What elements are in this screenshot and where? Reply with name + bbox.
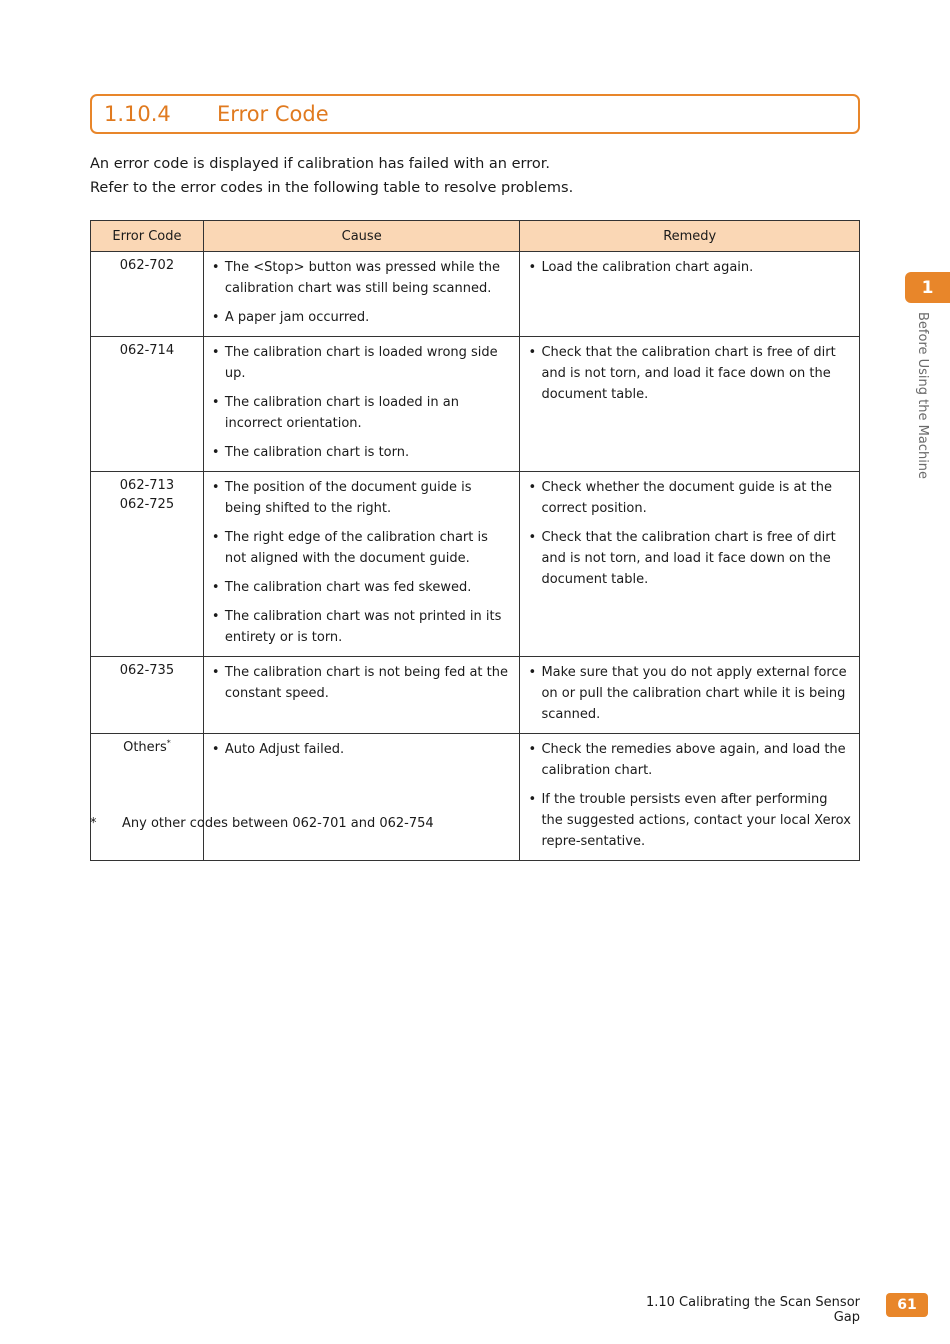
error-code-cell bbox=[91, 252, 204, 337]
remedy-item: • Check whether the document guide is at the correct position. bbox=[528, 477, 851, 519]
error-code-cell bbox=[91, 734, 204, 861]
header-cause: Cause bbox=[203, 221, 520, 252]
error-code bbox=[99, 738, 195, 757]
remedy-cell bbox=[520, 337, 860, 472]
cause-item: • The calibration chart is loaded wrong side up. bbox=[212, 342, 512, 384]
error-code: 062-702 bbox=[119, 258, 175, 273]
cause-item: • A paper jam occurred. bbox=[212, 307, 512, 328]
cause-cell bbox=[203, 252, 520, 337]
cause-item: • The calibration chart is loaded in an incorrect orientation. bbox=[212, 392, 512, 434]
chapter-side-label: Before Using the Machine bbox=[915, 312, 930, 480]
remedy-cell bbox=[520, 472, 860, 657]
table-row bbox=[91, 252, 860, 337]
chapter-number: 1 bbox=[921, 277, 934, 298]
error-code: 062-713 bbox=[119, 478, 175, 493]
error-code: 062-725 bbox=[119, 497, 175, 512]
remedy-cell bbox=[520, 734, 860, 861]
cause-item: • Auto Adjust failed. bbox=[212, 739, 512, 760]
intro-line: Refer to the error codes in the following table to resolve problems. bbox=[90, 180, 574, 196]
error-code: 062-735 bbox=[119, 663, 175, 678]
page-number-badge bbox=[886, 1293, 928, 1317]
remedy-item: • Make sure that you do not apply external force on or pull the calibration chart while it is being scanned. bbox=[528, 662, 851, 725]
footnote-text: Any other codes between 062-701 and 062-754 bbox=[122, 816, 434, 831]
remedy-item: • Check that the calibration chart is free of dirt and is not torn, and load it face down on the document table. bbox=[528, 342, 851, 405]
page-number: 61 bbox=[897, 1297, 917, 1313]
remedy-cell bbox=[520, 657, 860, 734]
section-title: Error Code bbox=[217, 102, 329, 126]
cause-item: • The right edge of the calibration chart is not aligned with the document guide. bbox=[212, 527, 512, 569]
table-row bbox=[91, 657, 860, 734]
section-heading bbox=[90, 94, 860, 134]
cause-cell bbox=[203, 734, 520, 861]
header-error-code: Error Code bbox=[91, 221, 204, 252]
cause-item: • The calibration chart is not being fed at the constant speed. bbox=[212, 662, 512, 704]
cause-cell bbox=[203, 472, 520, 657]
table-row bbox=[91, 734, 860, 861]
error-code-table bbox=[90, 220, 860, 861]
cause-item: • The calibration chart was not printed in its entirety or is torn. bbox=[212, 606, 512, 648]
table-row bbox=[91, 337, 860, 472]
footer-section-title: 1.10 Calibrating the Scan Sensor Gap bbox=[645, 1295, 860, 1325]
error-code-cell bbox=[91, 657, 204, 734]
remedy-item: • Check the remedies above again, and load the calibration chart. bbox=[528, 739, 851, 781]
intro-line: An error code is displayed if calibration has failed with an error. bbox=[90, 156, 550, 172]
remedy-item: • Load the calibration chart again. bbox=[528, 257, 851, 278]
error-code-cell bbox=[91, 337, 204, 472]
cause-item: • The <Stop> button was pressed while the calibration chart was still being scanned. bbox=[212, 257, 512, 299]
error-code-text: Others bbox=[123, 740, 167, 755]
remedy-cell bbox=[520, 252, 860, 337]
footnote-mark: * bbox=[90, 816, 97, 831]
remedy-item: • If the trouble persists even after performing the suggested actions, contact your local Xerox repre-sentative. bbox=[528, 789, 851, 852]
table-row bbox=[91, 472, 860, 657]
footnote-marker: * bbox=[166, 738, 171, 748]
cause-item: • The calibration chart is torn. bbox=[212, 442, 512, 463]
cause-cell bbox=[203, 657, 520, 734]
cause-item: • The position of the document guide is being shifted to the right. bbox=[212, 477, 512, 519]
cause-item: • The calibration chart was fed skewed. bbox=[212, 577, 512, 598]
section-number: 1.10.4 bbox=[104, 102, 171, 126]
cause-cell bbox=[203, 337, 520, 472]
table-header-row bbox=[91, 221, 860, 252]
error-code-cell bbox=[91, 472, 204, 657]
chapter-tab[interactable] bbox=[905, 272, 950, 303]
remedy-item: • Check that the calibration chart is free of dirt and is not torn, and load it face down on the document table. bbox=[528, 527, 851, 590]
intro-text bbox=[90, 152, 573, 200]
header-remedy: Remedy bbox=[520, 221, 860, 252]
error-code: 062-714 bbox=[119, 343, 175, 358]
